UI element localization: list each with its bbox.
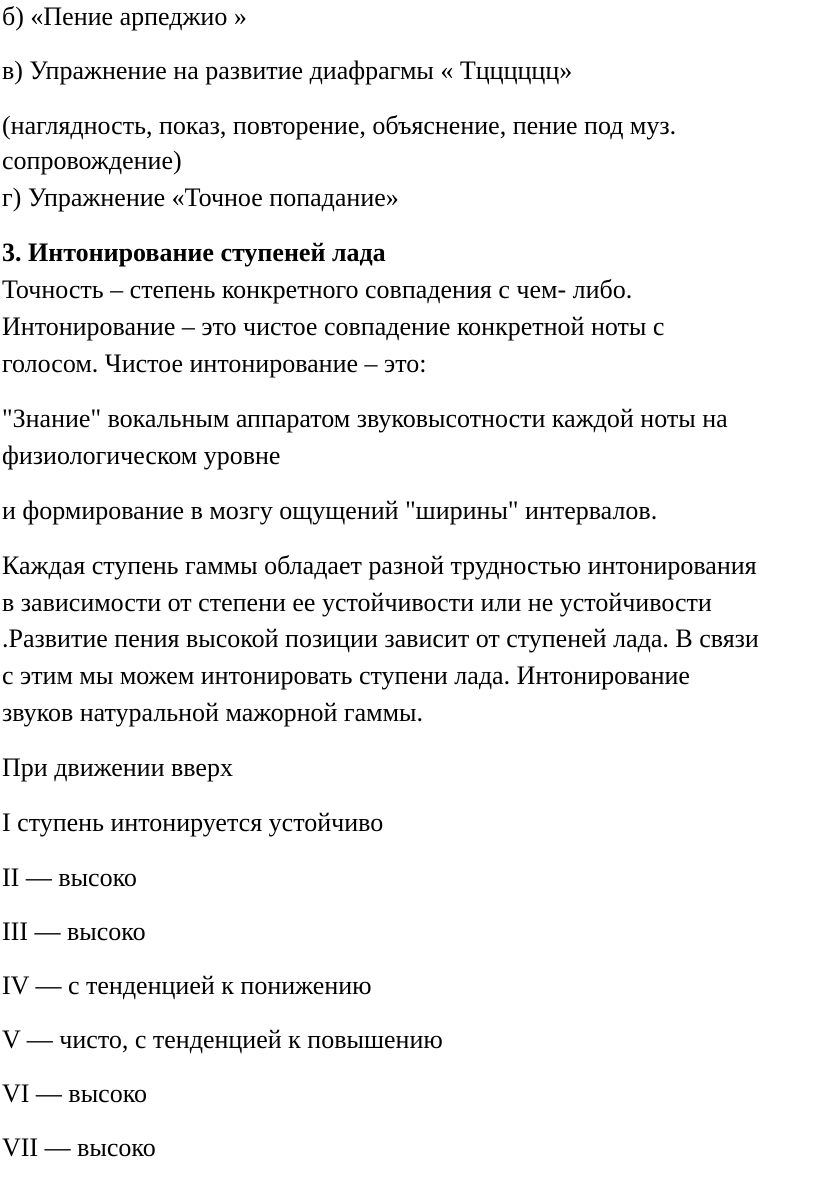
- paragraph-3-line-1: и формирование в мозгу ощущений "ширины" интервалов.: [2, 496, 658, 525]
- paragraph-4-line-1: Каждая ступень гаммы обладает разной трудностью интонирования: [2, 551, 757, 580]
- paragraph-1-line-1: Точность – степень конкретного совпадения с чем- либо.: [2, 275, 633, 304]
- paragraph-2-line-1: "Знание" вокальным аппаратом звуковысотности каждой ноты на: [2, 404, 728, 433]
- paragraph-1-line-2: Интонирование – это чистое совпадение конкретной ноты с: [2, 312, 665, 341]
- methods-line-2: сопровождение): [2, 146, 182, 175]
- degree-i-line: I ступень интонируется устойчиво: [2, 808, 384, 837]
- degree-v-line: V — чисто, с тенденцией к повышению: [2, 1025, 443, 1054]
- exercise-b-line: б) «Пение арпеджио »: [2, 2, 247, 31]
- paragraph-1-line-3: голосом. Чистое интонирование – это:: [2, 349, 427, 378]
- section-heading: 3. Интонирование ступеней лада: [2, 238, 386, 267]
- paragraph-4-line-5: звуков натуральной мажорной гаммы.: [2, 698, 424, 727]
- paragraph-4-line-3: .Развитие пения высокой позиции зависит от ступеней лада. В связи: [2, 624, 759, 653]
- methods-line-1: (наглядность, показ, повторение, объяснение, пение под муз.: [2, 111, 677, 140]
- paragraph-4-line-2: в зависимости от степени ее устойчивости или не устойчивости: [2, 588, 712, 617]
- paragraph-2-line-2: физиологическом уровне: [2, 441, 281, 470]
- degree-vii-line: VII — высоко: [2, 1133, 156, 1162]
- exercise-g-line: г) Упражнение «Точное попадание»: [2, 183, 399, 212]
- degree-iv-line: IV — с тенденцией к понижению: [2, 971, 372, 1000]
- paragraph-4-line-4: с этим мы можем интонировать ступени лада. Интонирование: [2, 661, 690, 690]
- exercise-v-line: в) Упражнение на развитие диафрагмы « Тцццццц»: [2, 56, 573, 85]
- ascending-heading: При движении вверх: [2, 753, 233, 782]
- degree-iii-line: III — высоко: [2, 917, 146, 946]
- degree-vi-line: VI — высоко: [2, 1079, 148, 1108]
- degree-ii-line: II — высоко: [2, 863, 137, 892]
